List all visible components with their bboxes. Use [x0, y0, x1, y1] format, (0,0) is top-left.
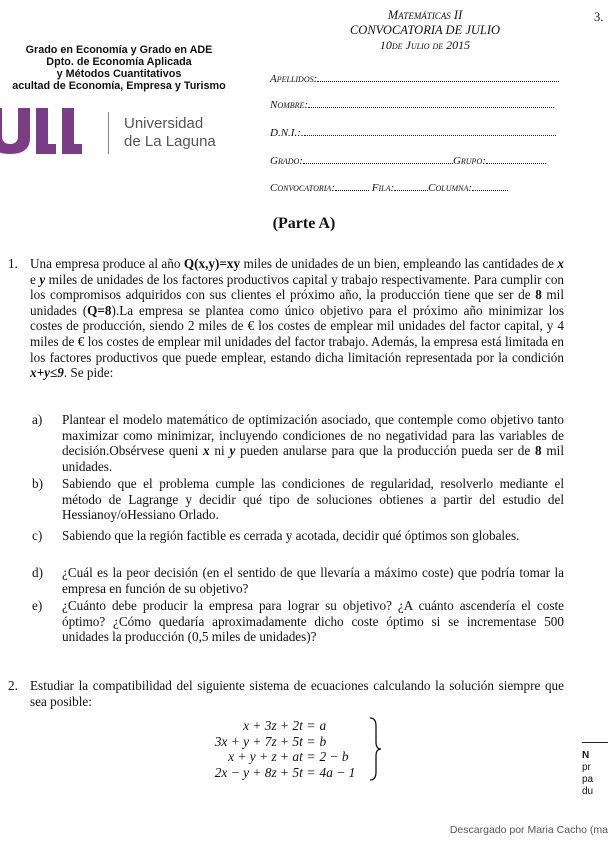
label-columna: Columna:	[428, 182, 473, 194]
section-title: (Parte A)	[272, 215, 336, 232]
side-note: N pr pa du	[582, 750, 594, 797]
q1-a-label: a)	[32, 412, 43, 427]
q1-text: Una empresa produce al año Q(x,y)=xy miles de unidades de un bien, empleando las cantidades de x e y miles de unidades de los factores productivos capital y trabajo respectivamente. Para cumplir con los compromisos adquiridos con sus clientes el próximo año, la producción tiene que ser de 8 mil unidades (Q=8).La empresa se plantea como único objetivo para el próximo año minimizar los costes de producción, siendo 2 miles de € los costes de emplear mil unidades del factor capital, y 4 miles de € los costes de emplear mil unidades del factor trabajo. Además, la empresa está limitada en los factores productivos que puede emplear, estando dicha limitación representada por la condición x+y≤9. Se pide:	[30, 256, 565, 381]
equation-row: 3x + y + 7z + 5t = b	[214, 733, 327, 749]
field-apellidos[interactable]	[270, 72, 559, 85]
exam-session: CONVOCATORIA DE JULIO	[349, 23, 501, 37]
university-line-1: Universidad	[124, 115, 204, 132]
blank-grupo[interactable]	[486, 154, 546, 164]
institution-dept: Dpto. de Economía Aplicada	[46, 56, 192, 68]
label-grado: Grado:	[270, 155, 303, 167]
q1-d-label: d)	[32, 565, 43, 580]
label-fila: Fila:	[371, 182, 395, 194]
blank-dni[interactable]	[304, 126, 556, 136]
blank-apellidos[interactable]	[317, 72, 559, 82]
field-dni[interactable]	[270, 126, 556, 139]
field-grado-grupo[interactable]	[270, 154, 546, 167]
blank-grado[interactable]	[303, 154, 453, 164]
q1-a-text: Plantear el modelo matemático de optimización asociado, que contemple como objetivo tanto maximizar como minimizar, incluyendo condiciones de no negatividad para las variables de decisión.Obsérvese queni x ni y pueden anularse para que la producción pueda ser de 8 mil unidades.	[62, 412, 564, 474]
field-nombre[interactable]	[270, 98, 554, 111]
label-grupo: Grupo:	[452, 155, 486, 167]
ull-logo	[0, 108, 94, 159]
subject-title: Matemáticas II	[387, 8, 463, 22]
q1-c-text: Sabiendo que la región factible es cerrada y acotada, decidir qué óptimos son globales.	[62, 528, 520, 543]
institution-faculty: acultad de Economía, Empresa y Turismo	[12, 80, 226, 92]
blank-fila[interactable]	[394, 181, 428, 191]
q2-text: Estudiar la compatibilidad del siguiente sistema de ecuaciones calculando la solución siempre que sea posible:	[30, 678, 564, 709]
equation-row: 2x − y + 8z + 5t = 4a − 1	[214, 764, 356, 780]
blank-nombre[interactable]	[308, 98, 554, 108]
institution-block	[0, 44, 244, 92]
label-convocatoria: Convocatoria:	[270, 182, 335, 194]
blank-convocatoria[interactable]	[335, 181, 369, 191]
label-dni: D.N.I.:.	[270, 127, 304, 139]
q1-d-text: ¿Cuál es la peor decisión (en el sentido de que llevaría a máximo coste) que podría tomar la empresa en función de su objetivo?	[62, 565, 564, 596]
equation-system	[190, 718, 375, 780]
university-name	[124, 115, 216, 151]
download-footer: Descargado por Maria Cacho (ma	[449, 824, 608, 836]
q1-number: 1.	[8, 256, 18, 271]
logo-divider	[108, 112, 109, 154]
label-nombre: Nombre:	[270, 99, 309, 111]
equation-row: x + 3z + 2t = a	[243, 718, 327, 733]
equation-row: x + y + z + at = 2 − b	[228, 749, 349, 764]
q1-e-text: ¿Cuánto debe producir la empresa para lograr su objetivo? ¿A cuánto ascendería el coste óptimo? ¿Cómo quedaría aproximadamente dicho coste óptimo si se incrementase 500 unidades la producción (0,5 miles de unidades)?	[62, 598, 564, 645]
exam-header	[290, 8, 560, 53]
q1-e-label: e)	[32, 598, 43, 613]
institution-dept-2: y Métodos Cuantitativos	[56, 68, 182, 80]
exam-date: 10de Julio de 2015	[379, 38, 471, 52]
q2-number: 2.	[8, 678, 18, 693]
blank-columna[interactable]	[472, 181, 508, 191]
institution-degree: Grado en Economía y Grado en ADE	[25, 44, 213, 56]
university-line-2: de La Laguna	[124, 133, 216, 150]
field-convocatoria[interactable]	[270, 181, 508, 194]
q1-b-label: b)	[32, 476, 43, 491]
q1-c-label: c)	[32, 528, 43, 543]
page-number: 3.	[594, 10, 604, 24]
system-brace	[368, 716, 382, 787]
label-apellidos: Apellidos:	[270, 73, 318, 85]
q1-b-text: Sabiendo que el problema cumple las condiciones de regularidad, resolverlo mediante el método de Lagrange y decidir qué tipo de soluciones obtienes a partir del estudio del Hessianoy/oHessiano Orlado.	[62, 476, 564, 523]
